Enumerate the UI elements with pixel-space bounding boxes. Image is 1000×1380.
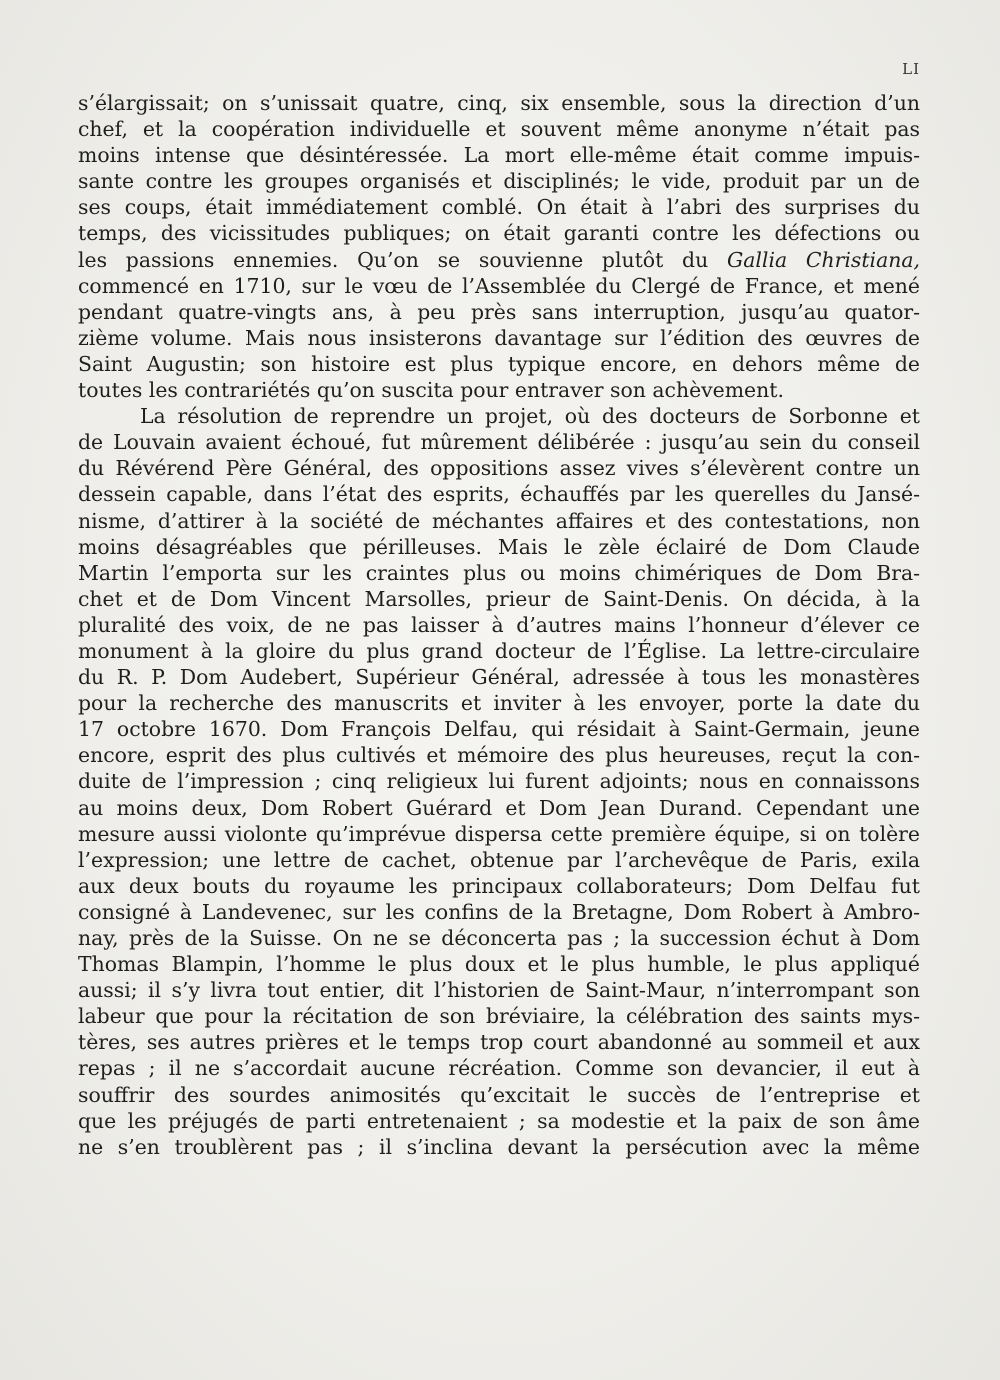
text-line: ses coups, était immédiatement comblé. On était à l’abri des surprises du: [78, 195, 920, 220]
body-text: [78, 90, 920, 1160]
text-line: pendant quatre-vingts ans, à peu près sans interruption, jusqu’au quator-: [78, 299, 920, 324]
text-line: labeur que pour la récitation de son bréviaire, la célébration des saints mys-: [78, 1004, 920, 1029]
text-line: mesure aussi violonte qu’imprévue dispersa cette première équipe, si on tolère: [78, 821, 920, 846]
text-line: nisme, d’attirer à la société de méchantes affaires et des contestations, non: [78, 508, 920, 533]
text-line: aussi; il s’y livra tout entier, dit l’historien de Saint-Maur, n’interrompant son: [78, 978, 920, 1003]
text-line: de Louvain avaient échoué, fut mûrement délibérée : jusqu’au sein du conseil: [78, 430, 920, 455]
page-number: LI: [902, 60, 920, 78]
text-line: du R. P. Dom Audebert, Supérieur Général, adressée à tous les monastères: [78, 665, 920, 690]
text-line: que les préjugés de parti entretenaient ; sa modestie et la paix de son âme: [78, 1108, 920, 1133]
text-line: repas ; il ne s’accordait aucune récréation. Comme son devancier, il eut à: [78, 1056, 920, 1081]
text-line: moins désagréables que périlleuses. Mais le zèle éclairé de Dom Claude: [78, 534, 920, 559]
text-line: encore, esprit des plus cultivés et mémoire des plus heureuses, reçut la con-: [78, 743, 920, 768]
text-line: moins intense que désintéressée. La mort elle-même était comme impuis-: [78, 143, 920, 168]
text-line: Thomas Blampin, l’homme le plus doux et le plus humble, le plus appliqué: [78, 952, 920, 977]
text-line: au moins deux, Dom Robert Guérard et Dom Jean Durand. Cependant une: [78, 795, 920, 820]
text-line: pluralité des voix, de ne pas laisser à d’autres mains l’honneur d’élever ce: [78, 612, 920, 637]
text-line: souffrir des sourdes animosités qu’excitait le succès de l’entreprise et: [78, 1082, 920, 1107]
text-line: Saint Augustin; son histoire est plus typique encore, en dehors même de: [78, 351, 920, 376]
text-line: tères, ses autres prières et le temps trop court abandonné au sommeil et aux: [78, 1030, 920, 1055]
text-line: chef, et la coopération individuelle et souvent même anonyme n’était pas: [78, 117, 920, 142]
text-line: l’expression; une lettre de cachet, obtenue par l’archevêque de Paris, exila: [78, 847, 920, 872]
text-line: temps, des vicissitudes publiques; on était garanti contre les défections ou: [78, 221, 920, 246]
text-line: les passions ennemies. Qu’on se souvienne plutôt du Gallia Christiana,: [78, 247, 920, 272]
text-line: du Révérend Père Général, des oppositions assez vives s’élevèrent contre un: [78, 456, 920, 481]
text-line: ne s’en troublèrent pas ; il s’inclina devant la persécution avec la même: [78, 1134, 920, 1159]
text-line: s’élargissait; on s’unissait quatre, cinq, six ensemble, sous la direction d’un: [78, 91, 920, 115]
text-line: duite de l’impression ; cinq religieux lui furent adjoints; nous en connaissons: [78, 769, 920, 794]
text-line: Martin l’emporta sur les craintes plus ou moins chimériques de Dom Bra-: [78, 560, 920, 585]
text-line: 17 octobre 1670. Dom François Delfau, qui résidait à Saint-Germain, jeune: [78, 717, 920, 742]
text-line: consigné à Landevenec, sur les confins de la Bretagne, Dom Robert à Ambro-: [78, 899, 920, 924]
text-line: chet et de Dom Vincent Marsolles, prieur de Saint-Denis. On décida, à la: [78, 586, 920, 611]
text-line: sante contre les groupes organisés et disciplinés; le vide, produit par un de: [78, 169, 920, 194]
text-line: La résolution de reprendre un projet, où des docteurs de Sorbonne et: [140, 404, 920, 429]
text-line: pour la recherche des manuscrits et inviter à les envoyer, porte la date du: [78, 691, 920, 716]
text-line: nay, près de la Suisse. On ne se déconcerta pas ; la succession échut à Dom: [78, 926, 920, 950]
text-line: toutes les contrariétés qu’on suscita pour entraver son achèvement.: [78, 378, 784, 403]
text-line: zième volume. Mais nous insisterons davantage sur l’édition des œuvres de: [78, 325, 920, 350]
text-line: aux deux bouts du royaume les principaux collaborateurs; Dom Delfau fut: [78, 873, 920, 898]
text-line: commencé en 1710, sur le vœu de l’Assemblée du Clergé de France, et mené: [78, 273, 920, 298]
italic-title: Gallia Christiana,: [726, 247, 920, 272]
text-line: monument à la gloire du plus grand docteur de l’Église. La lettre-circulaire: [78, 638, 920, 663]
text-line: dessein capable, dans l’état des esprits, échauffés par les querelles du Jansé-: [78, 482, 920, 507]
